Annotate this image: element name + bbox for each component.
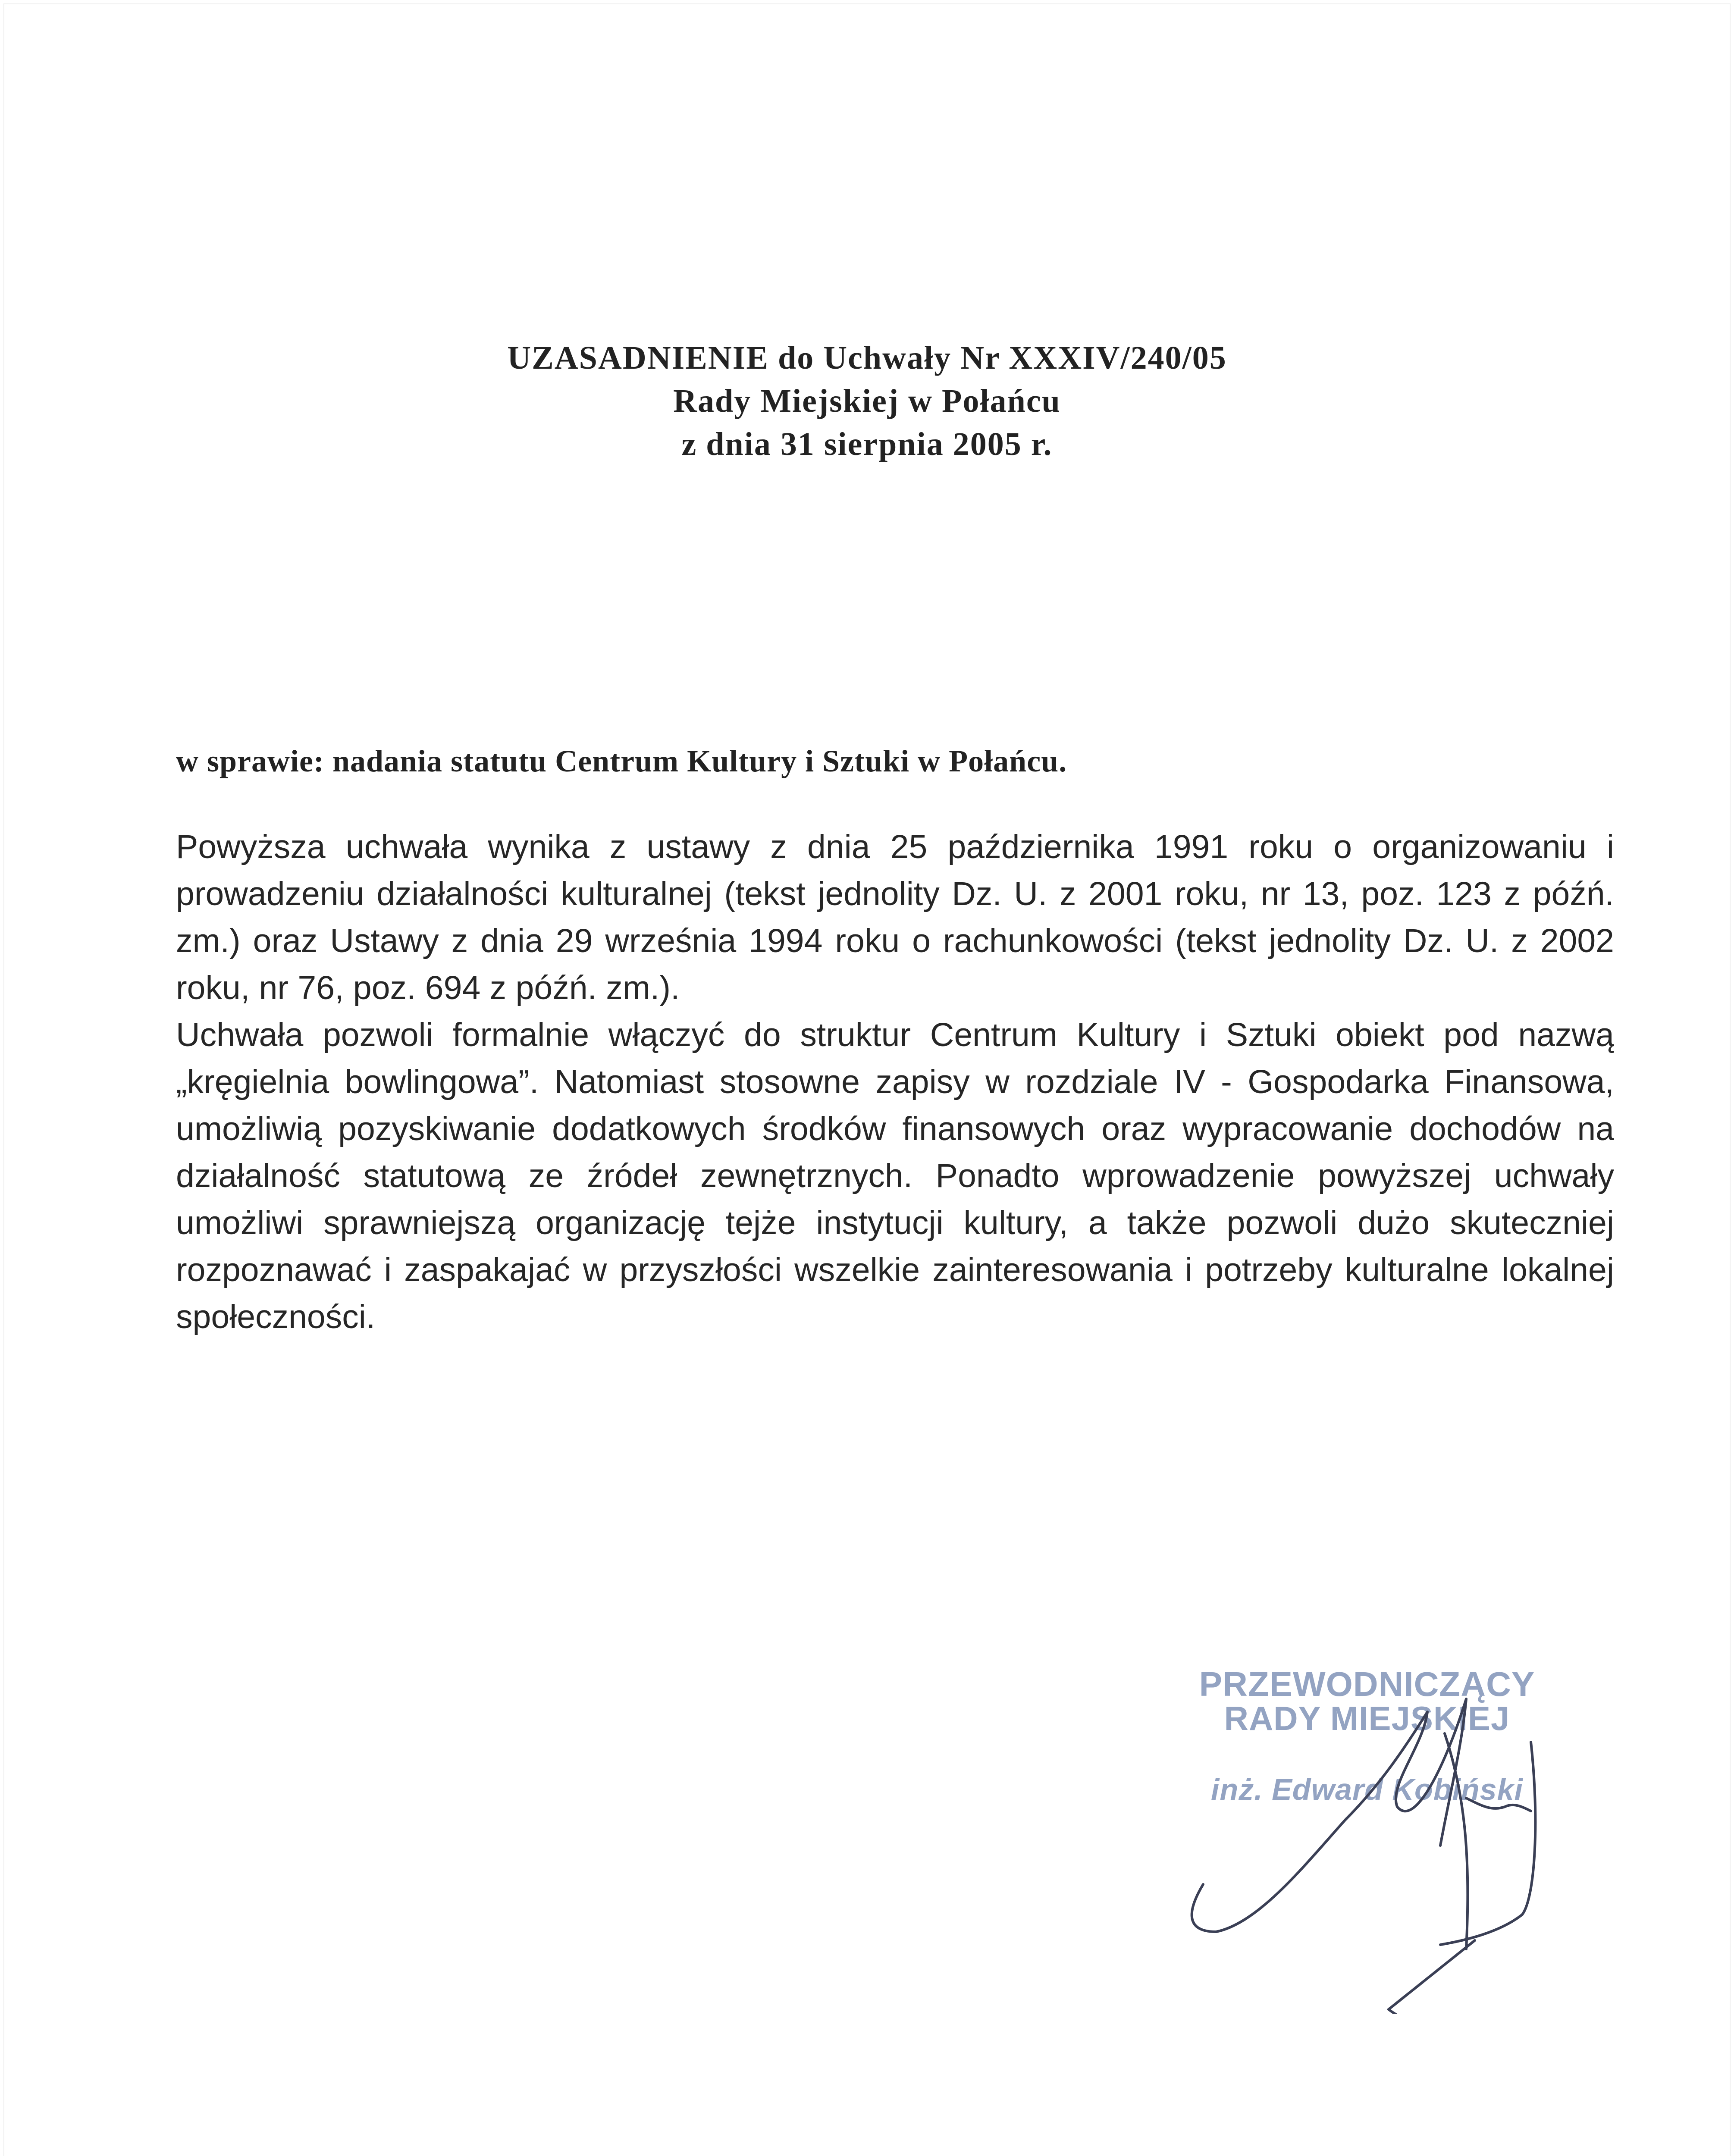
header-council: Rady Miejskiej w Połańcu (673, 383, 1061, 419)
document-header (0, 336, 1734, 466)
body-paragraph-1: Powyższa uchwała wynika z ustawy z dnia 25 października 1991 roku o organizowaniu i prowadzeniu działalności kulturalnej (tekst jednolity Dz. U. z 2001 roku, nr 13, poz. 123 z późń. zm.) oraz Ustawy z dnia 29 września 1994 roku o rachunkowości (tekst jednolity Dz. U. z 2002 roku, nr 76, poz. 694 z późń. zm.). (176, 828, 1614, 1006)
stamp-name: inż. Edward Kobiński (1211, 1773, 1523, 1806)
body-paragraph-2: Uchwała pozwoli formalnie włączyć do struktur Centrum Kultury i Sztuki obiekt pod nazwą „kręgielnia bowlingowa”. Natomiast stosowne zapisy w rozdziale IV - Gospodarka Finansowa, umożliwią pozyskiwanie dodatkowych środków finansowych oraz wypracowanie dochodów na działalność statutową ze źródeł zewnętrznych. Ponadto wprowadzenie powyższej uchwały umożliwi sprawniejszą organizację tejże instytucji kultury, a także pozwoli dużo skuteczniej rozpoznawać i zaspakajać w przyszłości wszelkie zainteresowania i potrzeby kulturalne lokalnej społeczności. (176, 1016, 1614, 1335)
header-title: UZASADNIENIE do Uchwały Nr XXXIV/240/05 (507, 340, 1227, 376)
document-body (176, 824, 1614, 1341)
handwritten-signature (1164, 1604, 1617, 2014)
stamp-title: PRZEWODNICZĄCY (1199, 1665, 1535, 1703)
document-subject: w sprawie: nadania statutu Centrum Kultury i Sztuki w Połańcu. (176, 744, 1067, 778)
header-date: z dnia 31 sierpnia 2005 r. (681, 426, 1053, 462)
stamp-subtitle: RADY MIEJSKIEJ (1224, 1699, 1510, 1737)
